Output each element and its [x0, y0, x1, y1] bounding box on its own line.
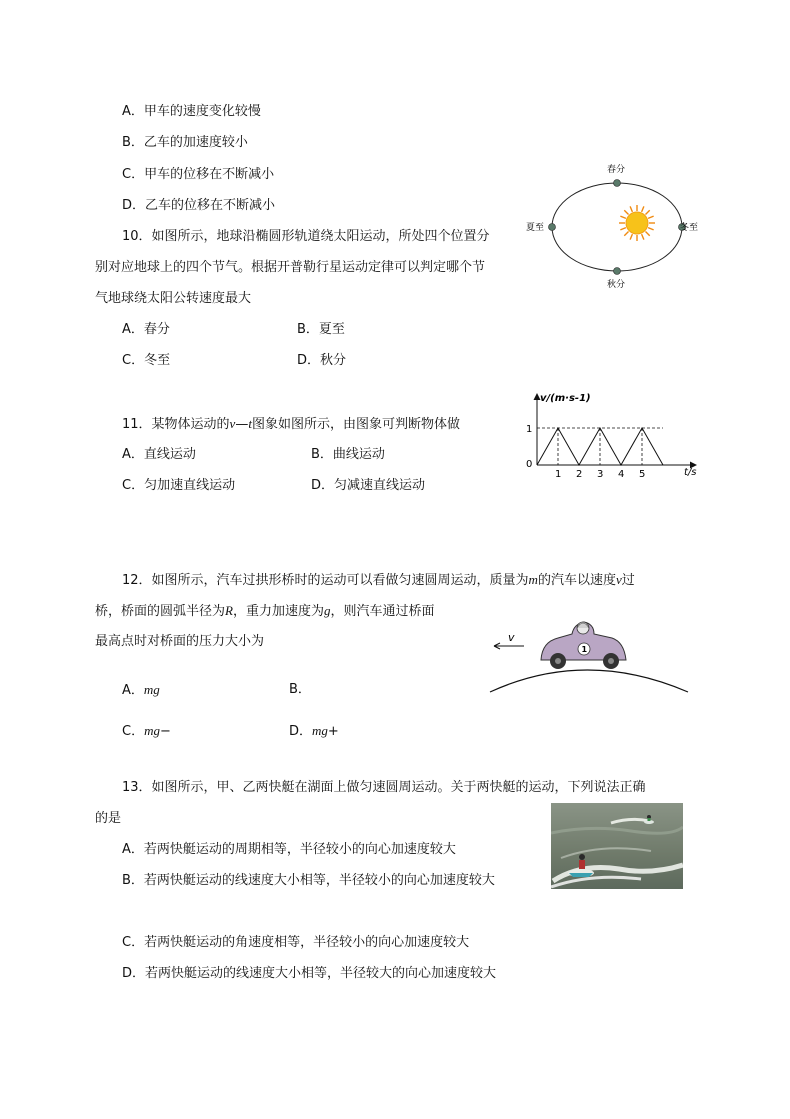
sun-ray — [642, 206, 644, 212]
q12-option-b — [289, 681, 311, 699]
earth-bottom-icon — [614, 268, 621, 275]
q10-stem-line3: 气地球绕太阳公转速度最大 — [95, 291, 252, 306]
q12-option-a-label: A． — [122, 683, 144, 698]
race-car-icon — [541, 622, 626, 669]
q13-option-b: B．若两快艇运动的线速度大小相等，半径较小的向心加速度较大 — [122, 873, 495, 888]
q12-stem-line1 — [122, 571, 635, 590]
sun-ray — [630, 206, 632, 212]
sun-ray — [624, 210, 628, 214]
q9-option-b: B．乙车的加速度较小 — [122, 135, 248, 150]
sun-ray — [620, 228, 626, 230]
sun-icon — [619, 205, 655, 241]
q9-option-d: D．乙车的位移在不断减小 — [122, 198, 276, 213]
orbit-diagram — [520, 155, 710, 290]
vt-x-tick-5: 5 — [639, 469, 646, 480]
q12-line2-post: ，则汽车通过桥面 — [330, 604, 435, 619]
velocity-label: v — [508, 631, 515, 644]
q12-line2-pre: 桥，桥面的圆弧半径为 — [95, 604, 226, 619]
sun-ray — [648, 228, 654, 230]
vt-y-tick-1: 1 — [526, 424, 533, 435]
q11-t-symbol: t — [248, 416, 252, 431]
sun-ray — [645, 231, 649, 235]
q12-stem-line2 — [95, 602, 435, 621]
label-winter-solstice: 冬至 — [680, 223, 699, 233]
vt-y-tick-0: 0 — [526, 459, 533, 470]
vt-x-label: t/s — [684, 467, 697, 478]
q11-v-symbol: v — [229, 416, 236, 431]
sun-ray — [648, 216, 654, 218]
q11-stem — [122, 415, 460, 434]
q12-line1-mid: 的汽车以速度 — [537, 573, 616, 588]
orbit-ellipse — [552, 183, 682, 271]
q12-option-a-value: mg — [143, 682, 160, 697]
label-spring-equinox: 春分 — [607, 165, 626, 175]
arch-bridge — [490, 670, 688, 692]
q11-dash: — — [235, 417, 249, 432]
q12-option-d — [289, 722, 339, 741]
q13-stem-line2: 的是 — [95, 811, 122, 826]
q12-line1-pre: 12．如图所示，汽车过拱形桥时的运动可以看做匀速圆周运动，质量为 — [122, 573, 529, 588]
q10-option-b: B．夏至 — [297, 322, 345, 337]
q12-option-c-value: mg — [144, 723, 160, 738]
vt-x-tick-3: 3 — [597, 469, 604, 480]
q11-stem-post: 图象如图所示，由图象可判断物体做 — [251, 417, 460, 432]
q12-option-c — [122, 722, 171, 741]
q13-option-c: C．若两快艇运动的角速度相等，半径较小的向心加速度较大 — [122, 935, 470, 950]
vt-x-tick-2: 2 — [576, 469, 583, 480]
sun-ray — [642, 234, 644, 240]
vt-x-tick-4: 4 — [618, 469, 625, 480]
q11-option-a: A．直线运动 — [122, 447, 196, 462]
q12-m: m — [528, 572, 538, 587]
q10-option-c: C．冬至 — [122, 353, 171, 368]
q12-option-c-op: − — [159, 724, 171, 739]
q11-option-c: C．匀加速直线运动 — [122, 478, 236, 493]
sun-ray — [645, 210, 649, 214]
earth-top-icon — [614, 180, 621, 187]
q10-option-d: D．秋分 — [297, 353, 347, 368]
q12-R: R — [225, 603, 233, 618]
speedboats-photo — [551, 803, 683, 889]
label-summer-solstice: 夏至 — [526, 223, 545, 233]
q12-option-d-op: + — [327, 724, 339, 739]
label-autumn-equinox: 秋分 — [607, 280, 626, 290]
q10-option-a: A．春分 — [122, 322, 170, 337]
sun-ray — [620, 216, 626, 218]
q10-stem-line1: 10．如图所示，地球沿椭圆形轨道绕太阳运动，所处四个位置分 — [122, 229, 490, 244]
q9-option-a: A．甲车的速度变化较慢 — [122, 104, 261, 119]
q12-line2-mid: ，重力加速度为 — [232, 604, 324, 619]
q13-stem-line1: 13．如图所示，甲、乙两快艇在湖面上做匀速圆周运动。关于两快艇的运动，下列说法正确 — [122, 780, 646, 795]
vt-y-label: v/(m·s-1) — [540, 393, 591, 404]
q12-option-c-label: C． — [122, 724, 145, 739]
earth-left-icon — [549, 224, 556, 231]
q13-option-d: D．若两快艇运动的线速度大小相等，半径较大的向心加速度较大 — [122, 966, 497, 981]
vt-x-tick-1: 1 — [555, 469, 562, 480]
q9-option-c: C．甲车的位移在不断减小 — [122, 167, 275, 182]
sun-ray — [630, 234, 632, 240]
bridge-car-diagram — [486, 612, 692, 696]
q10-stem-line2: 别对应地球上的四个节气。根据开普勒行星运动定律可以判定哪个节 — [95, 260, 486, 275]
q12-line1-post: 过 — [621, 573, 635, 588]
q12-option-b-label: B． — [289, 682, 311, 697]
sun-ray — [624, 231, 628, 235]
car-number: 1 — [581, 645, 588, 654]
q11-stem-pre: 11．某物体运动的 — [122, 417, 230, 432]
q12-g: g — [323, 603, 331, 618]
q12-option-a — [122, 681, 160, 700]
q13-option-a: A．若两快艇运动的周期相等，半径较小的向心加速度较大 — [122, 842, 456, 857]
q11-option-d: D．匀减速直线运动 — [311, 478, 426, 493]
q12-option-d-value: mg — [312, 723, 328, 738]
q12-stem-line3: 最高点时对桥面的压力大小为 — [95, 634, 265, 649]
q12-v: v — [615, 572, 622, 587]
vt-graph — [520, 388, 705, 483]
q11-option-b: B．曲线运动 — [311, 447, 385, 462]
q12-option-d-label: D． — [289, 724, 313, 739]
